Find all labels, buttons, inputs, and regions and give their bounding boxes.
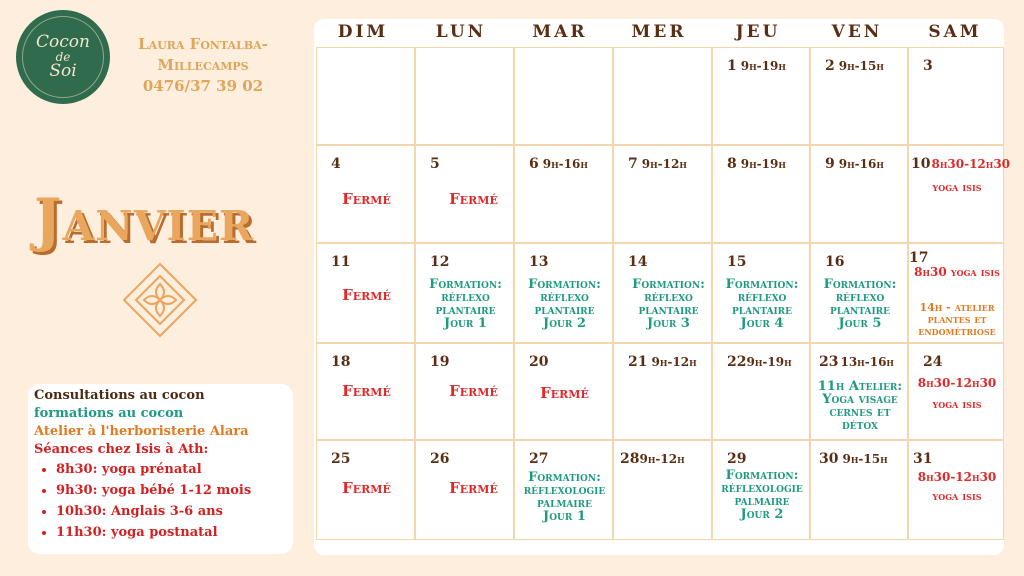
day-cell-22 [712, 343, 810, 440]
day-cell-18 [316, 343, 415, 440]
opening-hours: 9h-16h [542, 157, 588, 171]
day-number: 13 [529, 254, 549, 270]
formation-label: Formation: réflexo plantaire Jour 3 [632, 277, 705, 331]
day-number: 11 [331, 254, 351, 270]
weekday-header-lun: LUN [435, 22, 487, 42]
session-hours: 8h30-12h30 [917, 376, 997, 390]
day-cell-16 [810, 243, 908, 343]
day-number: 25 [331, 451, 351, 467]
weekday-header-jeu: JEU [735, 22, 781, 42]
day-cell-30 [810, 440, 908, 540]
month-title: Janvier [34, 186, 255, 254]
yoga-isis-label: yoga isis [932, 180, 982, 194]
empty-cell [415, 47, 514, 145]
yoga-isis-label: 8h30 yoga isis [914, 265, 1000, 279]
day-number: 5 [430, 156, 440, 172]
day-number: 14 [628, 254, 648, 270]
day-number: 289h-12h [620, 451, 685, 467]
contact-phone: 0476/37 39 02 [142, 77, 264, 95]
opening-hours: 9h-12h [651, 355, 697, 369]
legend-seances: Séances chez Isis à Ath: [34, 442, 209, 457]
day-cell-13 [514, 243, 613, 343]
day-cell-28 [613, 440, 712, 540]
day-cell-19 [415, 343, 514, 440]
closed-label: Fermé [342, 382, 391, 400]
weekday-header-dim: DIM [337, 22, 389, 42]
formation-label: Formation: réflexo plantaire Jour 4 [725, 277, 799, 331]
logo-text-cocon: Cocon [36, 32, 90, 52]
day-cell-21 [613, 343, 712, 440]
day-cell-8 [712, 145, 810, 243]
legend-seances-list [34, 459, 293, 543]
closed-label: Fermé [342, 190, 391, 208]
day-number: 8 9h-19h [727, 156, 786, 172]
day-number: 7 9h-12h [628, 156, 687, 172]
yoga-isis-label: yoga isis [932, 397, 982, 411]
day-cell-9 [810, 145, 908, 243]
weekday-header-mar: MAR [532, 22, 588, 42]
day-number: 26 [430, 451, 450, 467]
opening-hours: 9h-19h [740, 157, 786, 171]
day-number: 24 [923, 354, 943, 370]
contact-block [118, 34, 288, 97]
day-number: 27 [529, 451, 549, 467]
closed-label: Fermé [449, 382, 498, 400]
diamond-ornament-icon [122, 262, 198, 338]
logo-text-de: de [55, 50, 71, 64]
formation-label: Formation: réflexo plantaire Jour 5 [823, 277, 897, 331]
logo-ring [22, 16, 104, 98]
day-number: 19 [430, 354, 450, 370]
day-number: 17 [909, 250, 929, 266]
closed-label: Fermé [540, 384, 589, 402]
day-number: 29 [727, 451, 747, 467]
day-cell-29 [712, 440, 810, 540]
day-cell-6 [514, 145, 613, 243]
day-cell-1 [712, 47, 810, 145]
day-cell-3 [908, 47, 1004, 145]
contact-name-line2: Millecamps [157, 56, 249, 74]
legend-atelier: Atelier à l'herboristerie Alara [34, 424, 249, 439]
formation-label: Formation: réflexologie palmaire Jour 2 [721, 468, 803, 522]
day-cell-26 [415, 440, 514, 540]
day-cell-20 [514, 343, 613, 440]
legend-item: • 9h30: yoga bébé 1-12 mois [56, 480, 293, 501]
opening-hours: 9h-19h [740, 59, 786, 73]
closed-label: Fermé [342, 286, 391, 304]
legend-formations: formations au cocon [34, 406, 184, 421]
legend-consultations: Consultations au cocon [34, 388, 205, 403]
day-number: 18 [331, 354, 351, 370]
day-number: 229h-19h [727, 354, 792, 370]
day-cell-24 [908, 343, 1004, 440]
day-number: 3 [923, 58, 933, 74]
calendar [314, 19, 1011, 555]
legend-item: • 11h30: yoga postnatal [56, 522, 293, 543]
day-number: 4 [331, 156, 341, 172]
day-number: 23 13h-16h [819, 354, 894, 370]
closed-label: Fermé [342, 479, 391, 497]
empty-cell [613, 47, 712, 145]
day-number: 6 9h-16h [529, 156, 588, 172]
empty-cell [316, 47, 415, 145]
contact-name-line1: Laura Fontalba- [138, 35, 268, 53]
opening-hours: 9h-12h [641, 157, 687, 171]
day-number: 16 [825, 254, 845, 270]
day-number: 2 9h-15h [825, 58, 884, 74]
closed-label: Fermé [449, 190, 498, 208]
day-number: 9 9h-16h [825, 156, 884, 172]
day-number: 30 9h-15h [819, 451, 888, 467]
weekday-header-ven: VEN [831, 22, 883, 42]
day-cell-11 [316, 243, 415, 343]
day-cell-25 [316, 440, 415, 540]
day-number: 20 [529, 354, 549, 370]
day-number: 108h30-12h30 [911, 156, 1011, 172]
formation-label: Formation: réflexologie palmaire Jour 1 [523, 470, 606, 524]
formation-label: Formation: réflexo plantaire Jour 2 [528, 277, 601, 331]
legend-box [28, 384, 293, 554]
opening-hours: 9h-16h [838, 157, 884, 171]
session-hours: 8h30-12h30 [931, 157, 1011, 171]
atelier-yoga-visage-label: 11h Atelier: Yoga visage cernes et détox [817, 379, 903, 433]
weekday-header-sam: SAM [928, 22, 982, 42]
opening-hours: 9h-12h [639, 452, 685, 466]
day-number: 21 9h-12h [628, 354, 697, 370]
session-hours: 8h30-12h30 [917, 470, 997, 484]
day-cell-4 [316, 145, 415, 243]
day-cell-10 [908, 145, 1011, 243]
cocon-de-soi-logo [16, 10, 110, 104]
day-cell-31 [908, 440, 1004, 540]
atelier-label: 14h - atelier plantes et endométriose [918, 301, 996, 338]
opening-hours: 13h-16h [840, 355, 894, 369]
opening-hours: 9h-15h [838, 59, 884, 73]
day-cell-12 [415, 243, 514, 343]
weekday-header-mer: MER [631, 22, 687, 42]
day-number: 15 [727, 254, 747, 270]
legend-item: • 8h30: yoga prénatal [56, 459, 293, 480]
yoga-isis-label: yoga isis [932, 489, 982, 503]
day-number: 1 9h-19h [727, 58, 786, 74]
day-cell-5 [415, 145, 514, 243]
day-cell-23 [810, 343, 908, 440]
day-cell-2 [810, 47, 908, 145]
opening-hours: 9h-19h [746, 355, 792, 369]
day-cell-15 [712, 243, 810, 343]
day-cell-14 [613, 243, 712, 343]
logo-text-soi: Soi [49, 61, 77, 81]
empty-cell [514, 47, 613, 145]
closed-label: Fermé [449, 479, 498, 497]
day-number: 31 [913, 451, 933, 467]
opening-hours: 9h-15h [842, 452, 888, 466]
day-cell-7 [613, 145, 712, 243]
day-number: 12 [430, 254, 450, 270]
legend-item: • 10h30: Anglais 3-6 ans [56, 501, 293, 522]
formation-label: Formation: réflexo plantaire Jour 1 [429, 277, 502, 331]
day-cell-27 [514, 440, 613, 540]
day-cell-17 [908, 243, 1004, 343]
